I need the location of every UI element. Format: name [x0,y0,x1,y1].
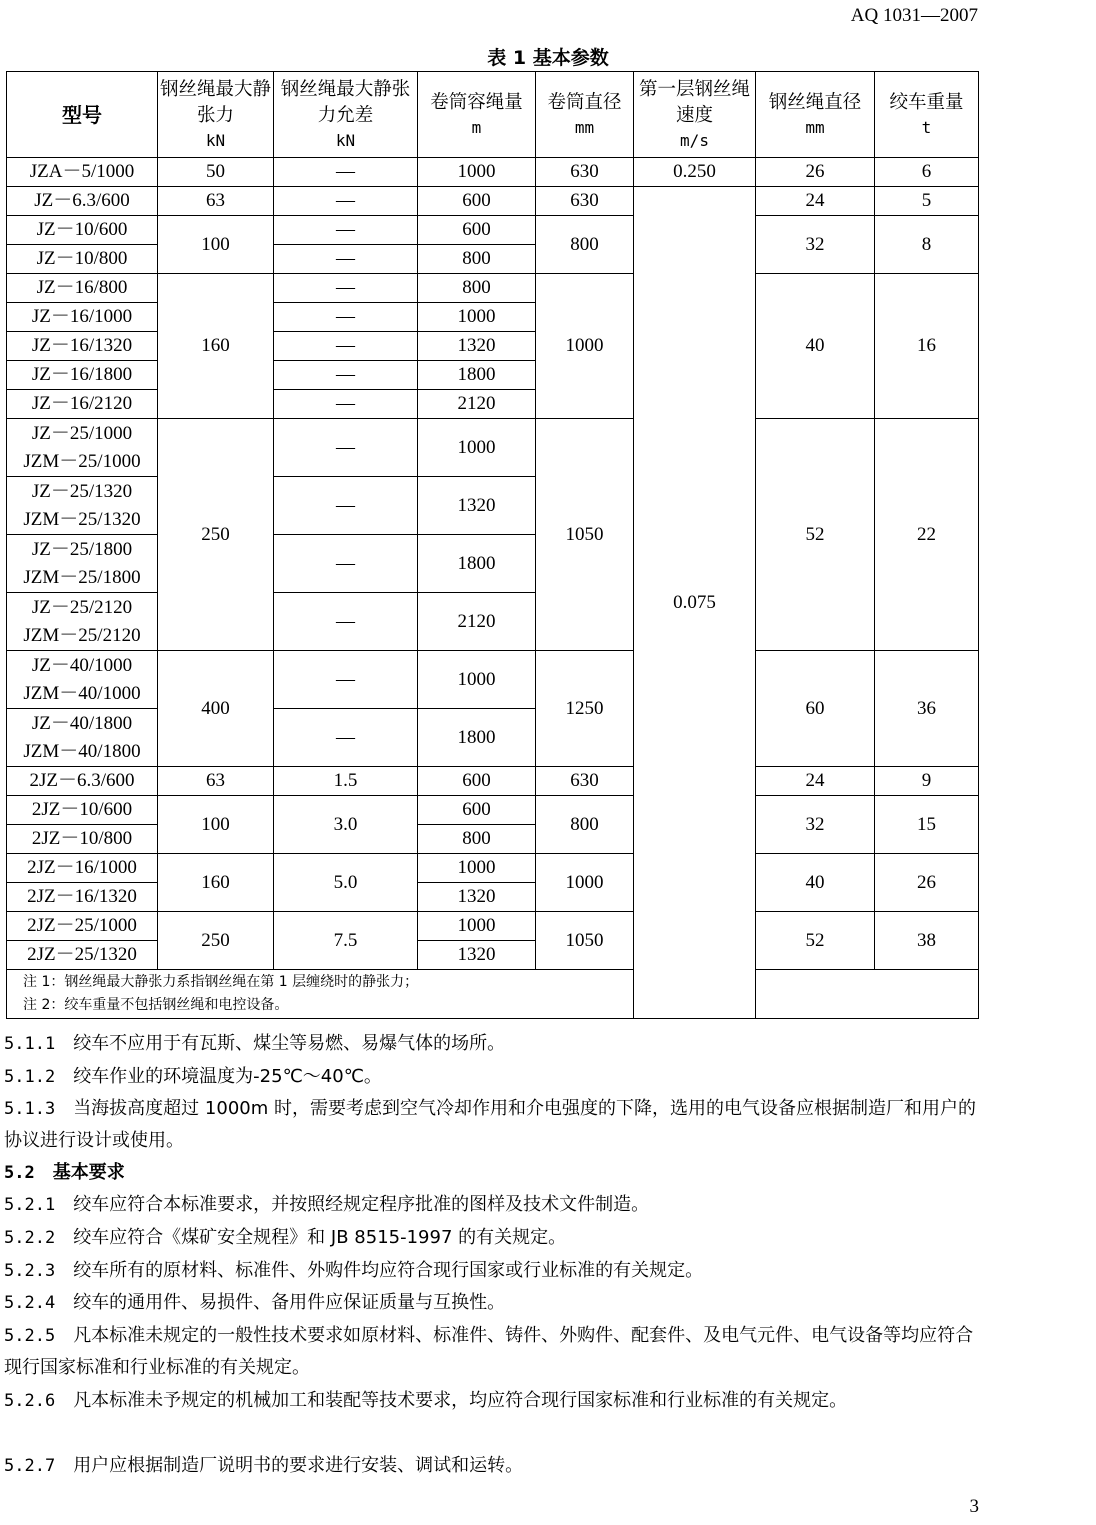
cell-capacity: 1320 [418,883,536,912]
parameter-table [6,71,979,1019]
cell-capacity: 1000 [418,419,536,477]
cell-tension-diff: 5.0 [274,854,418,912]
cell-weight: 5 [875,187,979,216]
table-note: 注 1：钢丝绳最大静张力系指钢丝绳在第 1 层缠绕时的静张力； [23,974,419,990]
clause-5-2-3: 5.2.3 绞车所有的原材料、标准件、外购件均应符合现行国家或行业标准的有关规定。 [4,1260,704,1281]
cell-drum-diameter: 1250 [536,651,634,767]
cell-capacity: 2120 [418,390,536,419]
table-row [7,158,979,187]
cell-model: JZ－16/2120 [7,390,158,419]
cell-tension: 63 [158,187,274,216]
table-row [7,187,979,216]
cell-rope-diameter: 32 [756,216,875,274]
cell-weight: 9 [875,767,979,796]
cell-rope-diameter: 24 [756,187,875,216]
cell-tension-diff: — [274,274,418,303]
cell-model: JZ－25/1800 JZM－25/1800 [7,535,158,593]
cell-capacity: 1800 [418,709,536,767]
clause-5-2-2: 5.2.2 绞车应符合《煤矿安全规程》和 JB 8515-1997 的有关规定。 [4,1227,567,1248]
cell-model: JZ－40/1800 JZM－40/1800 [7,709,158,767]
cell-tension-diff: 1.5 [274,767,418,796]
table-caption: 表 1 基本参数 [487,47,609,69]
cell-model: JZA－5/1000 [7,158,158,187]
cell-speed: 0.250 [634,158,756,187]
cell-model: JZ－16/1800 [7,361,158,390]
cell-capacity: 2120 [418,593,536,651]
cell-drum-diameter: 1050 [536,419,634,651]
cell-model: JZ－6.3/600 [7,187,158,216]
cell-tension: 100 [158,796,274,854]
cell-tension-diff: — [274,419,418,477]
cell-capacity: 1320 [418,941,536,970]
cell-tension-diff: — [274,651,418,709]
cell-capacity: 1000 [418,303,536,332]
header-speed: 第一层钢丝绳速度 m/s [634,72,756,158]
cell-capacity: 1000 [418,158,536,187]
cell-tension-diff: — [274,361,418,390]
cell-tension-diff: — [274,709,418,767]
table-note: 注 2：绞车重量不包括钢丝绳和电控设备。 [23,997,289,1013]
cell-weight: 16 [875,274,979,419]
cell-tension: 100 [158,216,274,274]
cell-capacity: 600 [418,216,536,245]
cell-rope-diameter: 40 [756,274,875,419]
table-row [7,216,979,245]
cell-tension-diff: — [274,245,418,274]
cell-tension-diff: — [274,158,418,187]
cell-model: JZ－16/800 [7,274,158,303]
clause-5-1-3: 5.1.3 当海拔高度超过 1000m 时，需要考虑到空气冷却作用和介电强度的下降，选用的电气设备应根据制造厂和用户的协议进行设计或使用。 [4,1098,976,1151]
cell-weight: 26 [875,854,979,912]
cell-model: 2JZ－10/600 [7,796,158,825]
cell-capacity: 800 [418,245,536,274]
cell-tension: 50 [158,158,274,187]
clause-5-1-2: 5.1.2 绞车作业的环境温度为-25℃～40℃。 [4,1066,382,1087]
cell-weight: 15 [875,796,979,854]
table-row [7,651,979,709]
cell-drum-diameter: 630 [536,187,634,216]
table-header-row [7,72,979,158]
cell-model: JZ－16/1000 [7,303,158,332]
clause-5-2-7: 5.2.7 用户应根据制造厂说明书的要求进行安装、调试和运转。 [4,1455,524,1476]
cell-tension-diff: — [274,332,418,361]
cell-weight: 38 [875,912,979,970]
cell-drum-diameter: 1000 [536,274,634,419]
cell-rope-diameter: 26 [756,158,875,187]
cell-weight: 22 [875,419,979,651]
cell-capacity: 800 [418,274,536,303]
cell-capacity: 800 [418,825,536,854]
cell-model: JZ－25/1320 JZM－25/1320 [7,477,158,535]
cell-capacity: 1000 [418,912,536,941]
header-model: 型号 [7,72,158,158]
cell-tension-diff: 3.0 [274,796,418,854]
cell-model: JZ－25/2120 JZM－25/2120 [7,593,158,651]
section-heading-5-2: 5.2 基本要求 [4,1162,125,1183]
table-row [7,767,979,796]
cell-tension: 63 [158,767,274,796]
cell-model: 2JZ－16/1000 [7,854,158,883]
cell-capacity: 600 [418,187,536,216]
cell-weight: 8 [875,216,979,274]
cell-drum-diameter: 1050 [536,912,634,970]
clause-5-2-1: 5.2.1 绞车应符合本标准要求，并按照经规定程序批准的图样及技术文件制造。 [4,1194,650,1215]
cell-tension-diff: 7.5 [274,912,418,970]
table-row [7,419,979,477]
cell-tension-diff: — [274,477,418,535]
cell-capacity: 1800 [418,361,536,390]
cell-drum-diameter: 800 [536,216,634,274]
cell-capacity: 600 [418,767,536,796]
cell-tension-diff: — [274,187,418,216]
cell-weight: 36 [875,651,979,767]
cell-drum-diameter: 630 [536,158,634,187]
cell-model: JZ－40/1000 JZM－40/1000 [7,651,158,709]
cell-model: 2JZ－25/1320 [7,941,158,970]
cell-model: 2JZ－10/800 [7,825,158,854]
cell-tension-diff: — [274,535,418,593]
table-row [7,854,979,883]
cell-model: JZ－10/600 [7,216,158,245]
cell-tension-diff: — [274,593,418,651]
table-row [7,796,979,825]
table-notes [7,970,979,1019]
cell-tension: 160 [158,854,274,912]
cell-model: 2JZ－25/1000 [7,912,158,941]
cell-capacity: 1320 [418,332,536,361]
cell-drum-diameter: 800 [536,796,634,854]
clause-5-1-1: 5.1.1 绞车不应用于有瓦斯、煤尘等易燃、易爆气体的场所。 [4,1033,506,1054]
cell-tension: 160 [158,274,274,419]
table-notes-row [7,970,979,1019]
table-row [7,912,979,941]
header-weight: 绞车重量 t [875,72,979,158]
cell-drum-diameter: 630 [536,767,634,796]
header-max-tension: 钢丝绳最大静张力 kN [158,72,274,158]
document-code: AQ 1031—2007 [850,5,978,26]
header-tension-diff: 钢丝绳最大静张力允差 kN [274,72,418,158]
cell-capacity: 600 [418,796,536,825]
cell-capacity: 1000 [418,854,536,883]
cell-model: 2JZ－6.3/600 [7,767,158,796]
clause-5-2-4: 5.2.4 绞车的通用件、易损件、备用件应保证质量与互换性。 [4,1292,506,1313]
cell-drum-diameter: 1000 [536,854,634,912]
page-number: 3 [969,1496,979,1517]
cell-capacity: 1000 [418,651,536,709]
clause-5-2-6: 5.2.6 凡本标准未予规定的机械加工和装配等技术要求，均应符合现行国家标准和行业标准的有关规定。 [4,1390,848,1411]
header-capacity: 卷筒容绳量 m [418,72,536,158]
table-row [7,274,979,303]
cell-rope-diameter: 52 [756,912,875,970]
cell-rope-diameter: 40 [756,854,875,912]
cell-model: JZ－25/1000 JZM－25/1000 [7,419,158,477]
cell-tension-diff: — [274,390,418,419]
cell-tension-diff: — [274,216,418,245]
header-drum-diameter: 卷筒直径 mm [536,72,634,158]
cell-tension: 250 [158,419,274,651]
cell-rope-diameter: 32 [756,796,875,854]
cell-model: JZ－10/800 [7,245,158,274]
header-rope-diameter: 钢丝绳直径 mm [756,72,875,158]
cell-tension: 250 [158,912,274,970]
cell-speed-merged: 0.075 [634,187,756,1019]
cell-model: 2JZ－16/1320 [7,883,158,912]
cell-tension-diff: — [274,303,418,332]
cell-capacity: 1800 [418,535,536,593]
cell-model: JZ－16/1320 [7,332,158,361]
cell-rope-diameter: 24 [756,767,875,796]
cell-tension: 400 [158,651,274,767]
cell-weight: 6 [875,158,979,187]
cell-rope-diameter: 60 [756,651,875,767]
cell-capacity: 1320 [418,477,536,535]
clause-5-2-5: 5.2.5 凡本标准未规定的一般性技术要求如原材料、标准件、铸件、外购件、配套件、及电气元件、电气设备等均应符合现行国家标准和行业标准的有关规定。 [4,1325,974,1378]
cell-rope-diameter: 52 [756,419,875,651]
